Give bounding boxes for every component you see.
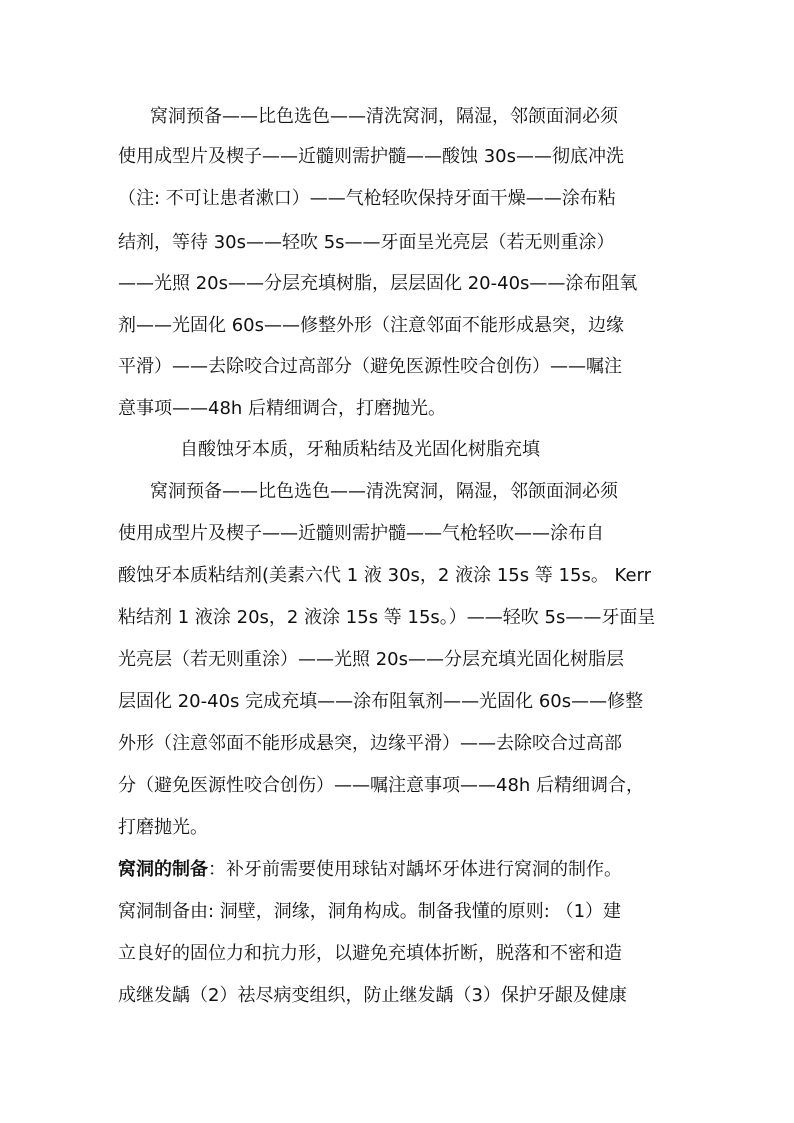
- paragraph-1-line-5: ——光照 20s——分层充填树脂，层层固化 20-40s——涂布阻氧: [118, 273, 638, 294]
- paragraph-2-line-7: 外形（注意邻面不能形成悬突，边缘平滑）——去除咬合过高部: [118, 733, 622, 754]
- paragraph-3-line-1: [118, 855, 678, 885]
- paragraph-1-line-8: 意事项——48h 后精细调合，打磨抛光。: [118, 398, 447, 419]
- paragraph-2-line-9: 打磨抛光。: [118, 817, 208, 838]
- paragraph-1-line-1: 窝洞预备——比色选色——清洗窝洞，隔湿，邻颌面洞必须: [150, 106, 618, 127]
- paragraph-2-line-6: 层固化 20-40s 完成充填——涂布阻氧剂——光固化 60s——修整: [118, 691, 644, 712]
- paragraph-3-line-4: 成继发龋（2）祛尽病变组织，防止继发龋（3）保护牙龈及健康: [118, 985, 627, 1006]
- section-heading: 自酸蚀牙本质，牙釉质粘结及光固化树脂充填: [180, 439, 540, 460]
- paragraph-1-line-2: 使用成型片及楔子——近髓则需护髓——酸蚀 30s——彻底冲洗: [118, 146, 625, 167]
- paragraph-3-line-1-text: ：补牙前需要使用球钻对龋坏牙体进行窝洞的制作。: [208, 859, 622, 880]
- paragraph-3-line-2: 窝洞制备由: 洞壁，洞缘，洞角构成。制备我懂的原则: （1）建: [118, 901, 622, 922]
- paragraph-3-line-3: 立良好的固位力和抗力形，以避免充填体折断，脱落和不密和造: [118, 943, 622, 964]
- paragraph-2-line-8: 分（避免医源性咬合创伤）——嘱注意事项——48h 后精细调合，: [118, 775, 645, 796]
- paragraph-3-label: 窝洞的制备: [118, 859, 208, 880]
- paragraph-2-line-3: 酸蚀牙本质粘结剂(美素六代 1 液 30s，2 液涂 15s 等 15s。 Kerr: [118, 565, 652, 586]
- paragraph-2-line-2: 使用成型片及楔子——近髓则需护髓——气枪轻吹——涂布自: [118, 523, 604, 544]
- paragraph-1-line-6: 剂——光固化 60s——修整外形（注意邻面不能形成悬突，边缘: [118, 315, 625, 336]
- paragraph-1-line-7: 平滑）——去除咬合过高部分（避免医源性咬合创伤）——嘱注: [118, 356, 622, 377]
- paragraph-2-line-5: 光亮层（若无则重涂）——光照 20s——分层充填光固化树脂层: [118, 649, 625, 670]
- paragraph-2-line-1: 窝洞预备——比色选色——清洗窝洞，隔湿，邻颌面洞必须: [150, 481, 618, 502]
- paragraph-2-line-4: 粘结剂 1 液涂 20s，2 液涂 15s 等 15s。）——轻吹 5s——牙面呈: [118, 607, 656, 628]
- paragraph-1-line-4: 结剂，等待 30s——轻吹 5s——牙面呈光亮层（若无则重涂）: [118, 232, 615, 253]
- paragraph-1-line-3: （注: 不可让患者漱口）——气枪轻吹保持牙面干燥——涂布粘: [118, 188, 616, 209]
